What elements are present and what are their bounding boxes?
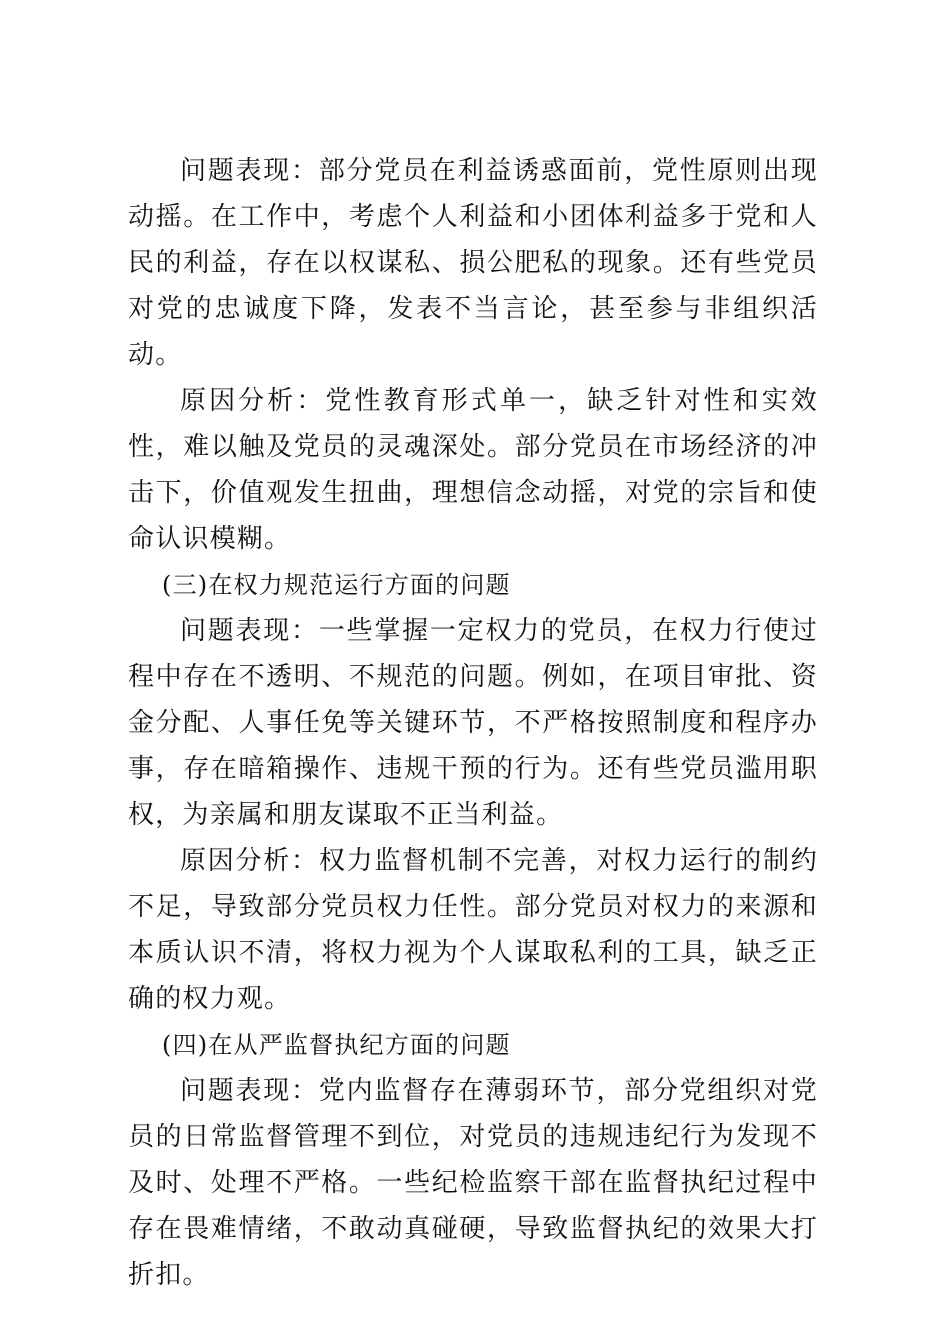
problem-paragraph-supervision: 问题表现：党内监督存在薄弱环节，部分党组织对党员的日常监督管理不到位，对党员的违规违纪行为发现不及时、处理不严格。一些纪检监察干部在监督执纪过程中存在畏难情绪，不敢动真碰硬，导致监督执纪的效果大打折扣。 [128, 1076, 818, 1290]
section-heading-power-operation: (三)在权力规范运行方面的问题 [162, 571, 511, 599]
document-body [128, 148, 818, 1298]
problem-paragraph-loyalty: 问题表现：部分党员在利益诱惑面前，党性原则出现动摇。在工作中，考虑个人利益和小团体利益多于党和人民的利益，存在以权谋私、损公肥私的现象。还有些党员对党的忠诚度下降，发表不当言论，甚至参与非组织活动。 [128, 156, 818, 370]
section-heading-supervision: (四)在从严监督执纪方面的问题 [162, 1031, 511, 1059]
cause-paragraph-loyalty: 原因分析：党性教育形式单一，缺乏针对性和实效性，难以触及党员的灵魂深处。部分党员在市场经济的冲击下，价值观发生扭曲，理想信念动摇，对党的宗旨和使命认识模糊。 [128, 386, 818, 554]
cause-paragraph-power: 原因分析：权力监督机制不完善，对权力运行的制约不足，导致部分党员权力任性。部分党员对权力的来源和本质认识不清，将权力视为个人谋取私利的工具，缺乏正确的权力观。 [128, 846, 818, 1014]
problem-paragraph-power: 问题表现：一些掌握一定权力的党员，在权力行使过程中存在不透明、不规范的问题。例如，在项目审批、资金分配、人事任免等关键环节，不严格按照制度和程序办事，存在暗箱操作、违规干预的行为。还有些党员滥用职权，为亲属和朋友谋取不正当利益。 [128, 616, 818, 830]
